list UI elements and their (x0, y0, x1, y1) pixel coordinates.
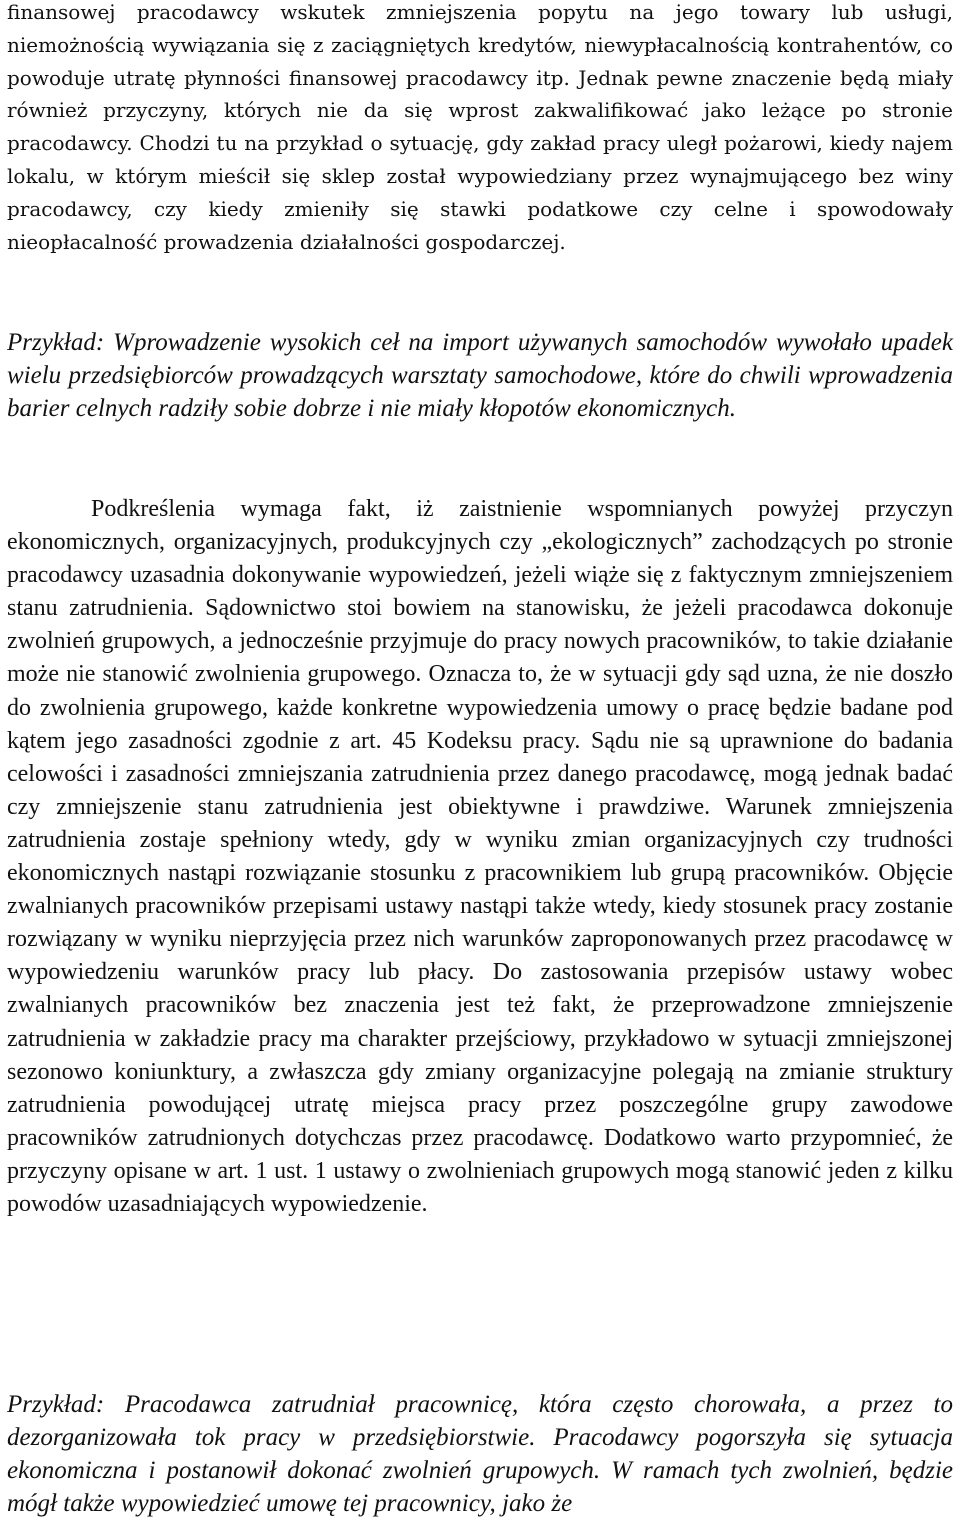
example-paragraph-employee: Przykład: Pracodawca zatrudniał pracownicę, która często chorowała, a przez to dezorganizowała tok pracy w przedsiębiorstwie. Pracodawcy pogorszyła się sytuacja ekonomiczna i postanowił dokonać zwolnień grupowych. W ramach tych zwolnień, będzie mógł także wypowiedzieć umowę tej pracownicy, jako że (7, 1391, 953, 1517)
paragraph-sentence: Jednak pewne znaczenie będą miały również przyczyny, których nie da się wprost zakwalifikować jako leżące po stronie pracodawcy. (7, 65, 953, 156)
paragraph-sentence: finansowej pracodawcy wskutek zmniejszenia popytu na jego towary lub usługi, niemożnością wywiązania się z zaciągniętych kredytów, niewypłacalnością kontrahentów, co powoduje utratę płynności finansowej pracodawcy itp. (7, 0, 953, 90)
body-paragraph-emphasis (7, 493, 953, 1221)
paragraph-sentence: Podkreślenia wymaga fakt, iż zaistnienie wspomnianych powyżej przyczyn ekonomicznych, organizacyjnych, produkcyjnych czy „ekologicznych” zachodzących po stronie pracodawcy uzasadnia dokonywanie wypowiedzeń, jeżeli wiąże się z faktycznym zmniejszeniem stanu zatrudnienia. (7, 496, 953, 622)
paragraph-sentence: Do zastosowania przepisów ustawy wobec zwalnianych pracowników bez znaczenia jest też fakt, że przeprowadzone zmniejszenie zatrudnienia w zakładzie pracy ma charakter przejściowy, przykładowo w sytuacji zmniejszonej sezonowo koniunktury, a zwłaszcza gdy zmiany organizacyjne polegają na zmianie struktury zatrudnienia powodującej utratę miejsca pracy przez poszczególne grupy zawodowe pracowników zatrudnionych dotychczas przez pracodawcę. (7, 959, 953, 1151)
paragraph-sentence: Oznacza to, że w sytuacji gdy sąd uzna, że nie doszło do zwolnienia grupowego, każde konkretne wypowiedzenia umowy o pracę będzie badane pod kątem jego zasadności zgodnie z art. 45 Kodeksu pracy. (7, 661, 953, 754)
paragraph-sentence: Sądownictwo stoi bowiem na stanowisku, że jeżeli pracodawca dokonuje zwolnień grupowych, a jednocześnie przyjmuje do pracy nowych pracowników, to takie działanie może nie stanowić zwolnienia grupowego. (7, 595, 954, 688)
paragraph-sentence: Sądu nie są uprawnione do badania celowości i zasadności zmniejszania zatrudnienia przez danego pracodawcę, mogą jednak badać czy zmniejszenie stanu zatrudnienia jest obiektywne i prawdziwe. (7, 727, 954, 820)
paragraph-sentence: Chodzi tu na przykład o sytuację, gdy zakład pracy uległ pożarowi, kiedy najem lokalu, w którym mieścił się sklep został wypowiedziany przez wynajmującego bez winy pracodawcy, czy kiedy zmieniły się stawki podatkowe czy celne i spowodowały nieopłacalność prowadzenia działalności gospodarczej. (7, 131, 954, 254)
body-paragraph-causes (7, 0, 953, 258)
paragraph-sentence: Warunek zmniejszenia zatrudnienia zostaje spełniony wtedy, gdy w wyniku zmian organizacyjnych czy trudności ekonomicznych nastąpi rozwiązanie stosunku z pracownikiem lub grupą pracowników. (7, 793, 953, 887)
paragraph-sentence: Objęcie zwalnianych pracowników przepisami ustawy nastąpi także wtedy, kiedy stosunek pracy zostanie rozwiązany w wyniku nieprzyjęcia przez nich warunków zaproponowanych przez pracodawcę w wypowiedzeniu warunków pracy lub płacy. (7, 860, 954, 986)
example-paragraph-customs: Przykład: Wprowadzenie wysokich ceł na import używanych samochodów wywołało upadek wielu przedsiębiorców prowadzących warsztaty samochodowe, które do chwili wprowadzenia barier celnych radziły sobie dobrze i nie miały kłopotów ekonomicznych. (7, 329, 953, 422)
paragraph-sentence: Dodatkowo warto przypomnieć, że przyczyny opisane w art. 1 ust. 1 ustawy o zwolnieniach grupowych mogą stanowić jeden z kilku powodów uzasadniających wypowiedzenie. (7, 1124, 953, 1217)
